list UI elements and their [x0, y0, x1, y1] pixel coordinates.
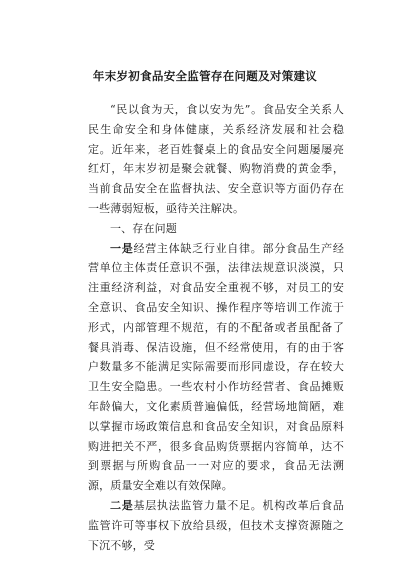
section-heading: 一、存在问题	[110, 221, 177, 235]
document-body	[88, 100, 344, 555]
point-text-1: 经营主体缺乏行业自律。部分食品生产经营单位主体责任意识不强，法律法规意识淡漠，只注重经济利益，对食品安全重视不够，对员工的安全意识、食品安全知识、操作程序等培训工作流于形式，内部管理不规范，有的不配备或者虽配备了餐具消毒、保洁设施，但不经常使用，有的由于客户数量多不能满足实际需要而形同虚设，存在较大卫生安全隐患。一些农村小作坊经营者、食品摊贩年龄偏大，文化素质普遍偏低，经营场地简陋，难以掌握市场政策信息和食品安全知识，对食品原料购进把关不严，很多食品购货票据内容简单，达不到票据与所购食品一一对应的要求，食品无法溯源，质量安全难以有效保障。	[88, 241, 344, 493]
point-text-2: 基层执法监管力量不足。机构改革后食品监管许可等事权下放给县级，但技术支撑资源随之下沉不够，受	[88, 498, 344, 552]
point-paragraph-1	[88, 239, 344, 496]
point-paragraph-2	[88, 496, 344, 555]
document-title: 年末岁初食品安全监管存在问题及对策建议	[92, 69, 318, 83]
point-lead-2: 二是	[110, 498, 134, 512]
intro-paragraph: “民以食为天，食以安为先”。食品安全关系人民生命安全和身体健康，关系经济发展和社会稳定。近年来，老百姓餐桌上的食品安全问题屡屡亮红灯，年末岁初是聚会就餐、购物消费的黄金季，当前食品安全在监督执法、安全意识等方面仍存在一些薄弱短板，亟待关注解决。	[88, 103, 344, 215]
point-lead-1: 一是	[110, 241, 134, 255]
